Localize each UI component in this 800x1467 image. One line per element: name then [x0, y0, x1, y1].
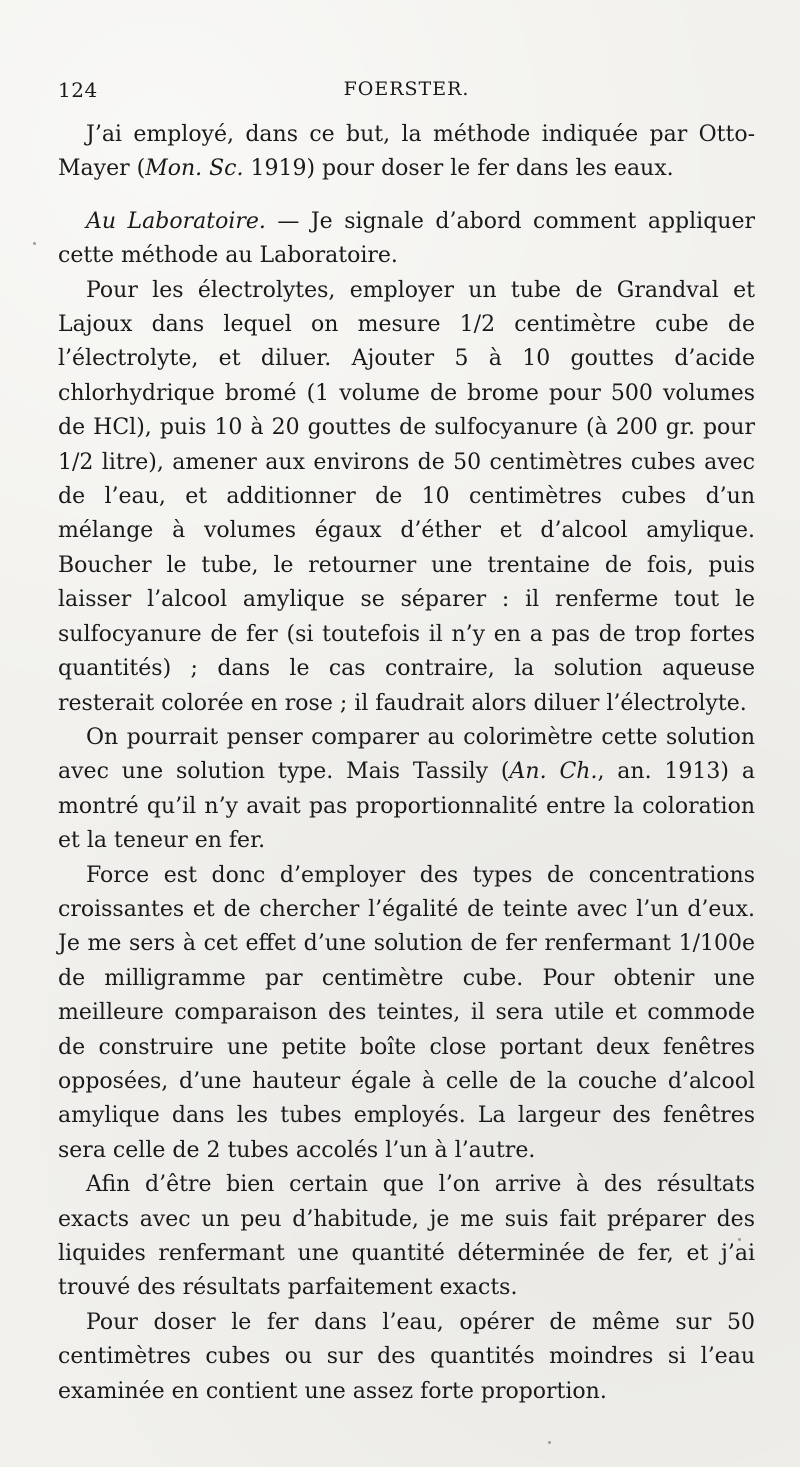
- paper-speck: [33, 242, 36, 245]
- paragraph-6-text: Afin d’être bien certain que l’on arrive à des résultats exacts avec un peu d’habitude, je me suis fait préparer des liquides renfermant une quantité déterminée de fer, et j’ai trouvé des résultats parfaitement exacts.: [58, 1172, 755, 1301]
- paper-speck: [548, 1441, 551, 1444]
- paragraph-6: [58, 1168, 755, 1306]
- journal-abbrev-mon-sc: Mon. Sc.: [145, 156, 244, 182]
- paragraph-1-text-end: 1919) pour doser le fer dans les eaux.: [243, 156, 674, 182]
- paragraph-4: [58, 721, 755, 859]
- paper-speck: [738, 1238, 741, 1241]
- page-number: 124: [58, 78, 98, 102]
- paragraph-2: [58, 205, 755, 274]
- paragraph-4-text: On pourrait penser comparer au colorimètre cette solution avec une solution type. Mais Tassily (: [58, 724, 755, 785]
- journal-abbrev-an-ch: An. Ch.: [509, 759, 598, 785]
- paragraph-1-text: J’ai employé, dans ce but, la méthode indiquée par Otto-Mayer (: [58, 122, 755, 182]
- paragraph-4-text-end: , an. 1913) a montré qu’il n’y avait pas proportionnalité entre la coloration et la teneur en fer.: [58, 759, 755, 854]
- paragraph-5: [58, 859, 755, 1169]
- paragraph-3-text: Pour les électrolytes, employer un tube de Grandval et Lajoux dans lequel on mesure 1/2 centimètre cube de l’électrolyte, et diluer. Ajouter 5 à 10 gouttes d’acide chlorhydrique bromé (1 volume de brome pour 500 volumes de HCl), puis 10 à 20 gouttes de sulfocyanure (à 200 gr. pour 1/2 litre), amener aux environs de 50 centimètres cubes avec de l’eau, et additionner de 10 centimètres cubes d’un mélange à volumes égaux d’éther et d’alcool amylique. Boucher le tube, le retourner une trentaine de fois, puis laisser l’alcool amylique se séparer : il renferme tout le sulfocyanure de fer (si toutefois il n’y en a pas de trop fortes quantités) ; dans le cas contraire, la solution aqueuse resterait colorée en rose ; il faudrait alors diluer l’électrolyte.: [58, 277, 755, 716]
- paragraph-1: [58, 118, 755, 187]
- running-head: FOERSTER.: [343, 78, 470, 100]
- paragraph-3: [58, 274, 755, 721]
- paragraph-5-text: Force est donc d’employer des types de concentrations croissantes et de chercher l’égalité de teinte avec l’un d’eux. Je me sers à cet effet d’une solution de fer renfermant 1/100e de milligramme par centimètre cube. Pour obtenir une meilleure comparaison des teintes, il sera utile et commode de construire une petite boîte close portant deux fenêtres opposées, d’une hauteur égale à celle de la couche d’alcool amylique dans les tubes employés. La largeur des fenêtres sera celle de 2 tubes accolés l’un à l’autre.: [58, 862, 755, 1163]
- paragraph-7-text: Pour doser le fer dans l’eau, opérer de même sur 50 centimètres cubes ou sur des quantités moindres si l’eau examinée en contient une assez forte proportion.: [58, 1309, 755, 1404]
- section-label-laboratoire: Au Laboratoire.: [86, 208, 266, 234]
- paragraph-2-text: — Je signale d’abord comment appliquer cette méthode au Laboratoire.: [58, 208, 755, 269]
- page-header: [58, 78, 755, 108]
- body-text: [58, 118, 755, 1409]
- paragraph-7: [58, 1306, 755, 1409]
